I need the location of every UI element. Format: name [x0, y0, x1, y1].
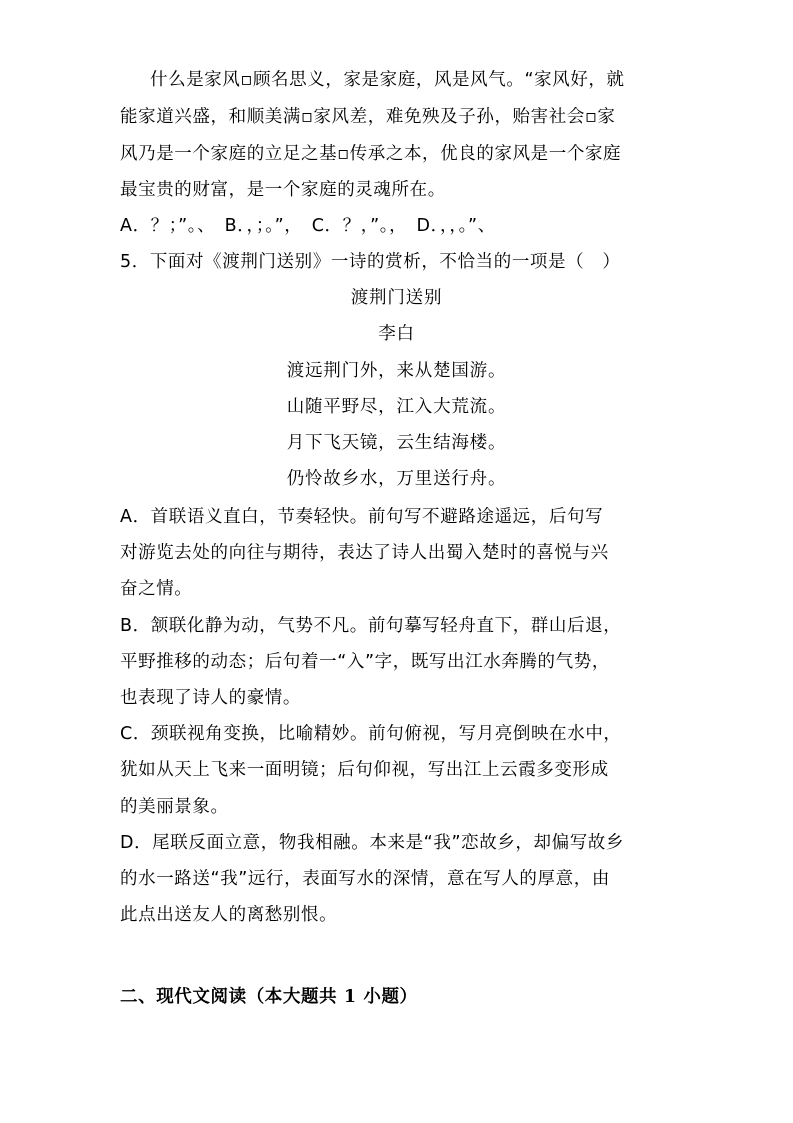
- option-c-line: 的美丽景象。: [120, 797, 229, 817]
- section-heading: 二、现代文阅读（本大题共 1 小题）: [120, 987, 418, 1007]
- passage-line: 最宝贵的财富，是一个家庭的灵魂所在。: [120, 180, 446, 200]
- poem-line: 渡远荆门外，来从楚国游。: [286, 361, 507, 381]
- option-b-line: B．颔联化静为动，气势不凡。前句摹写轻舟直下，群山后退，: [120, 616, 622, 636]
- question-5-stem: 5．下面对《渡荆门送别》一诗的赏析，不恰当的一项是（ ）: [120, 252, 621, 272]
- passage-line: 风乃是一个家庭的立足之基▫传承之本，优良的家风是一个家庭: [120, 144, 622, 164]
- poem-title: 渡荆门送别: [350, 288, 443, 308]
- poem-line: 山随平野尽，江入大荒流。: [286, 397, 507, 417]
- passage-line: 什么是家风▫顾名思义，家是家庭，风是风气。“家风好，就: [150, 70, 625, 90]
- option-b-line: 也表现了诗人的豪情。: [120, 688, 301, 708]
- option-d-line: 的水一路送“我”远行，表面写水的深情，意在写人的厚意，由: [120, 869, 610, 889]
- option-c-line: C．颈联视角变换，比喻精妙。前句俯视，写月亮倒映在水中，: [120, 724, 622, 744]
- option-a-line: 奋之情。: [120, 579, 193, 599]
- poem-line: 仍怜故乡水，万里送行舟。: [286, 469, 507, 489]
- question-4-options: A．？；”。、 B．，；。”， C．？，”。， D．，，。”、: [120, 216, 496, 236]
- option-d-line: D．尾联反面立意，物我相融。本来是“我”恋故乡，却偏写故乡: [120, 833, 625, 853]
- option-d-line: 此点出送友人的离愁别恨。: [120, 905, 338, 925]
- option-a-line: 对游览去处的向往与期待，表达了诗人出蜀入楚时的喜悦与兴: [120, 543, 609, 563]
- poem-author: 李白: [378, 324, 415, 344]
- option-c-line: 犹如从天上飞来一面明镜；后句仰视，写出江上云霞多变形成: [120, 760, 609, 780]
- option-a-line: A．首联语义直白，节奏轻快。前句写不避路途遥远，后句写: [120, 507, 604, 527]
- passage-line: 能家道兴盛，和顺美满▫家风差，难免殃及子孙，贻害社会▫家: [120, 107, 616, 127]
- poem-line: 月下飞天镜，云生结海楼。: [286, 433, 507, 453]
- option-b-line: 平野推移的动态；后句着一“入”字，既写出江水奔腾的气势，: [120, 652, 610, 672]
